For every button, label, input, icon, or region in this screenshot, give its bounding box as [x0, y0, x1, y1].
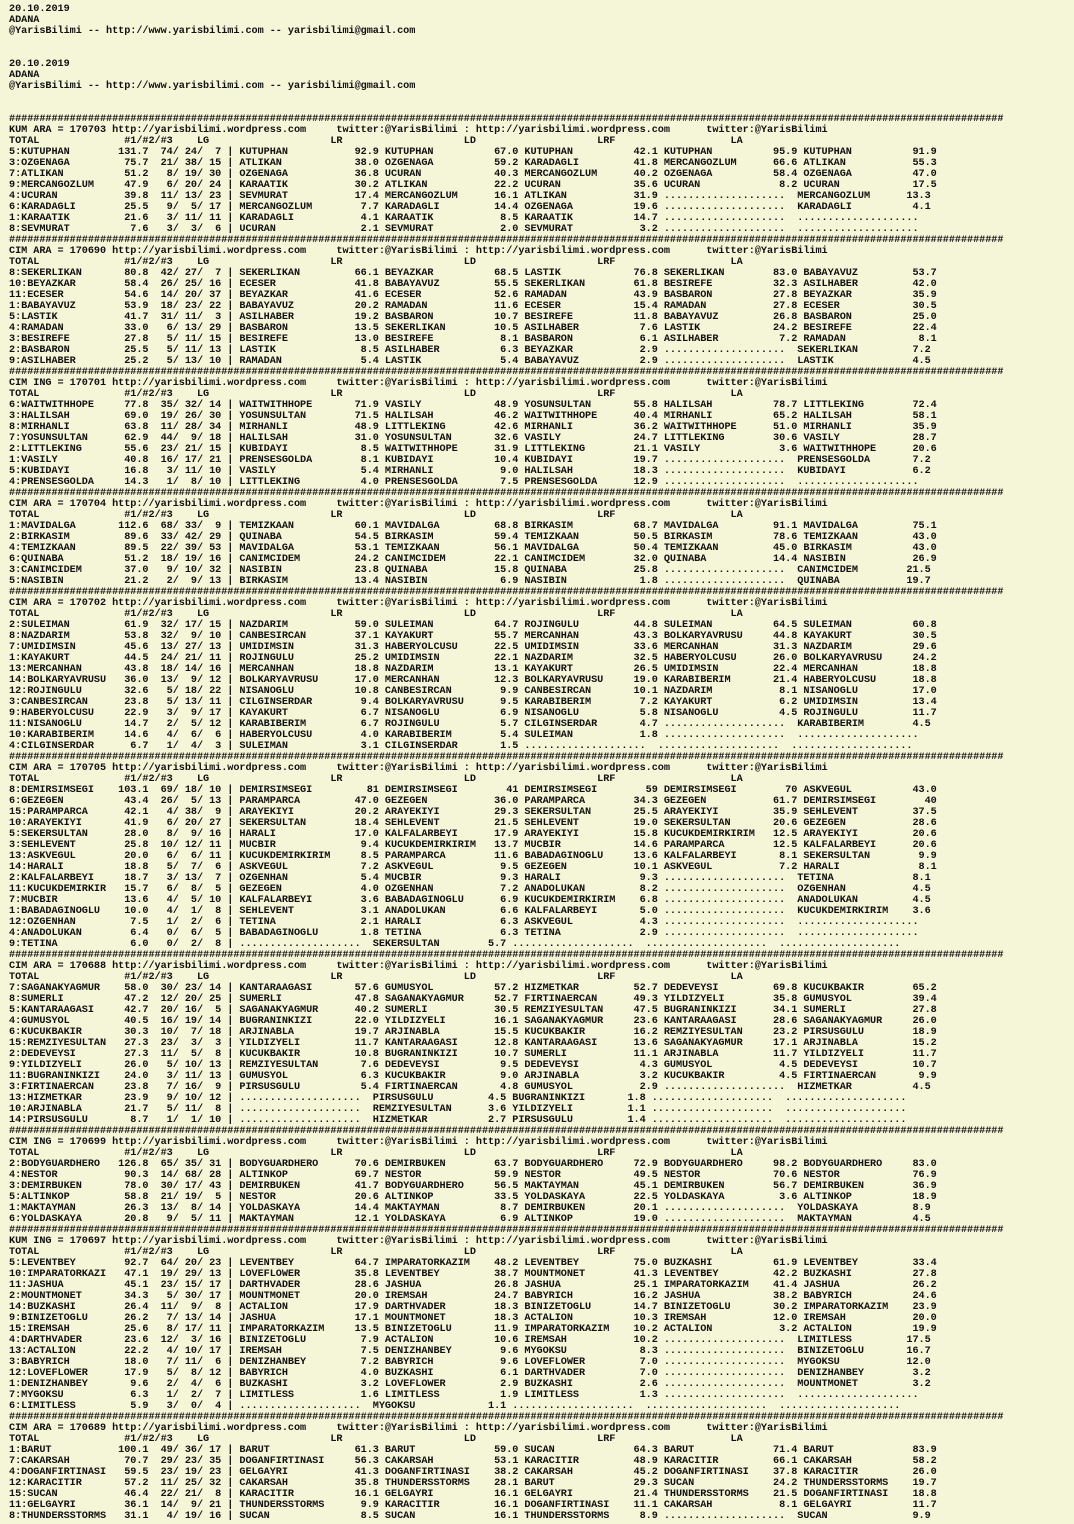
separator-line: #################################################################################################################################################################### — [9, 587, 1004, 598]
table-row: 2:BODYGUARDHERO 126.8 65/ 35/ 31 | BODYGUARDHERO 70.6 DEMIRBUKEN 63.7 BODYGUARDHERO 72.9 BODYGUARDHERO 98.2 BODYGUARDHERO 83.0 — [9, 1159, 937, 1170]
table-row: 8:NAZDARIM 53.8 32/ 9/ 10 | CANBESIRCAN 37.1 KAYAKURT 55.7 MERCANHAN 43.3 BOLKARYAVRUSU 44.8 KAYAKURT 30.5 — [9, 631, 937, 642]
table-row: 4:UCURAN 39.8 11/ 13/ 23 | SEVMURAT 17.4 MERCANGOZLUM 16.1 ATLIKAN 31.9 .................... MERCANGOZLUM 13.3 — [9, 191, 931, 202]
table-row: 10:BEYAZKAR 58.4 26/ 25/ 16 | ECESER 41.8 BABAYAVUZ 55.5 SEKERLIKAN 61.8 BESIREFE 32.3 ASILHABER 42.0 — [9, 279, 937, 290]
separator-line: #################################################################################################################################################################### — [9, 1126, 1004, 1137]
table-row: 13:ACTALION 22.2 4/ 10/ 17 | IREMSAH 7.5 DENIZHANBEY 9.6 MYGOKSU 8.3 .................... BINIZETOGLU 16.7 — [9, 1346, 931, 1357]
table-row: 15:SUCAN 46.4 22/ 21/ 8 | KARACITIR 16.1 GELGAYRI 16.1 GELGAYRI 21.4 THUNDERSSTORMS 21.5 DOGANFIRTINASI 18.8 — [9, 1489, 937, 1500]
table-row: 13:ASKVEGUL 20.0 6/ 6/ 11 | KUCUKDEMIRKIRIM 8.5 PARAMPARCA 11.6 BABADAGINOGLU 13.6 KALFALARBEYI 8.1 SEKERSULTAN 9.9 — [9, 851, 937, 862]
table-row: 4:NESTOR 90.3 14/ 68/ 28 | ALTINKOP 69.7 NESTOR 59.9 NESTOR 49.5 NESTOR 70.6 NESTOR 76.9 — [9, 1170, 937, 1181]
table-row: 5:KUTUPHAN 131.7 74/ 24/ 7 | KUTUPHAN 92.9 KUTUPHAN 67.0 KUTUPHAN 42.1 KUTUPHAN 95.9 KUTUPHAN 91.9 — [9, 147, 937, 158]
table-row: 1:KAYAKURT 44.5 24/ 21/ 11 | ROJINGULU 25.2 UMIDIMSIN 22.1 NAZDARIM 32.5 HABERYOLCUSU 26.0 BOLKARYAVRUSU 24.2 — [9, 653, 937, 664]
table-row: 5:SEKERSULTAN 28.0 8/ 9/ 16 | HARALI 17.0 KALFALARBEYI 17.9 ARAYEKIYI 15.8 KUCUKDEMIRKIRIM 12.5 ARAYEKIYI 20.6 — [9, 829, 937, 840]
table-row: 3:BABYRICH 18.0 7/ 11/ 6 | DENIZHANBEY 7.2 BABYRICH 9.6 LOVEFLOWER 7.0 .................... MYGOKSU 12.0 — [9, 1357, 931, 1368]
table-row: 7:SAGANAKYAGMUR 58.0 30/ 23/ 14 | KANTARAAGASI 57.6 GUMUSYOL 57.2 HIZMETKAR 52.7 DEDEVEYSI 69.8 KUCUKBAKIR 65.2 — [9, 983, 937, 994]
table-row: 12:ROJINGULU 32.6 5/ 18/ 22 | NISANOGLU 10.8 CANBESIRCAN 9.9 CANBESIRCAN 10.1 NAZDARIM 8.1 NISANOGLU 17.0 — [9, 686, 937, 697]
table-row: 5:NASIBIN 21.2 2/ 9/ 13 | BIRKASIM 13.4 NASIBIN 6.9 NASIBIN 1.8 .................... QUINABA 19.7 — [9, 576, 931, 587]
table-row: 8:DEMIRSIMSEGI 103.1 69/ 18/ 10 | DEMIRSIMSEGI 81 DEMIRSIMSEGI 41 DEMIRSIMSEGI 59 DEMIRSIMSEGI 70 ASKVEGUL 43.0 — [9, 785, 937, 796]
table-row: 10:KARABIBERIM 14.6 4/ 6/ 6 | HABERYOLCUSU 4.0 KARABIBERIM 5.4 SULEIMAN 1.8 .................... .................... — [9, 730, 919, 741]
table-row: 8:MIRHANLI 63.8 11/ 28/ 34 | MIRHANLI 48.9 LITTLEKING 42.6 MIRHANLI 36.2 WAITWITHHOPE 51.0 MIRHANLI 35.9 — [9, 422, 937, 433]
table-row: 7:ATLIKAN 51.2 8/ 19/ 30 | OZGENAGA 36.8 UCURAN 40.3 MERCANGOZLUM 40.2 OZGENAGA 58.4 OZGENAGA 47.0 — [9, 169, 937, 180]
report-line — [9, 48, 1074, 59]
table-row: 5:LEVENTBEY 92.7 64/ 20/ 23 | LEVENTBEY 64.7 IMPARATORKAZIM 48.2 LEVENTBEY 75.0 BUZKASHI 61.9 LEVENTBEY 33.4 — [9, 1258, 937, 1269]
table-row: 10:IMPARATORKAZI 47.1 19/ 29/ 13 | LOVEFLOWER 35.8 LEVENTBEY 38.7 MOUNTMONET 41.3 LEVENTBEY 42.2 BUZKASHI 27.8 — [9, 1269, 937, 1280]
table-row: 8:SEKERLIKAN 80.8 42/ 27/ 7 | SEKERLIKAN 66.1 BEYAZKAR 68.5 LASTIK 76.8 SEKERLIKAN 83.0 BABAYAVUZ 53.7 — [9, 268, 937, 279]
separator-line: #################################################################################################################################################################### — [9, 367, 1004, 378]
race-header: CIM ARA = 170689 http://yarisbilimi.wordpress.com twitter:@YarisBilimi : http://yarisbilimi.wordpress.com twitter:@YarisBilimi — [9, 1423, 828, 1434]
table-row: 9:ASILHABER 25.2 5/ 13/ 10 | RAMADAN 5.4 LASTIK 5.4 BABAYAVUZ 2.9 .................... LASTIK 4.5 — [9, 356, 931, 367]
table-row: 3:BESIREFE 27.8 5/ 11/ 15 | BESIREFE 13.0 BESIREFE 8.1 BASBARON 6.1 ASILHABER 7.2 RAMADAN 8.1 — [9, 334, 937, 345]
column-header: TOTAL #1/#2/#3 LG LR LD LRF LA — [9, 389, 743, 400]
race-header: KUM ING = 170697 http://yarisbilimi.wordpress.com twitter:@YarisBilimi : http://yarisbilimi.wordpress.com twitter:@YarisBilimi — [9, 1236, 828, 1247]
report-line — [9, 92, 1074, 103]
column-header: TOTAL #1/#2/#3 LG LR LD LRF LA — [9, 774, 743, 785]
table-row: 3:CANBESIRCAN 23.8 5/ 13/ 11 | CILGINSERDAR 9.4 BOLKARYAVRUSU 9.5 KARABIBERIM 7.2 KAYAKURT 6.2 UMIDIMSIN 13.4 — [9, 697, 937, 708]
table-row: 15:IREMSAH 25.6 8/ 17/ 11 | IMPARATORKAZIM 13.5 BINIZETOGLU 11.9 IMPARATORKAZIM 10.2 ACTALION 3.2 ACTALION 19.9 — [9, 1324, 937, 1335]
report-line: 20.10.2019 — [9, 4, 70, 15]
table-row: 11:BUGRANINKIZI 24.0 3/ 11/ 13 | GUMUSYOL 6.3 KUCUKBAKIR 9.0 ARJINABLA 3.2 KUCUKBAKIR 4.5 FIRTINAERCAN 9.9 — [9, 1071, 937, 1082]
separator-line: #################################################################################################################################################################### — [9, 235, 1004, 246]
report-line: ADANA — [9, 70, 40, 81]
table-row: 5:ALTINKOP 58.8 21/ 19/ 5 | NESTOR 20.6 ALTINKOP 33.5 YOLDASKAYA 22.5 YOLDASKAYA 3.6 ALTINKOP 18.9 — [9, 1192, 937, 1203]
table-row: 3:OZGENAGA 75.7 21/ 38/ 15 | ATLIKAN 38.0 OZGENAGA 59.2 KARADAGLI 41.8 MERCANGOZLUM 66.6 ATLIKAN 55.3 — [9, 158, 937, 169]
table-row: 9:YILDIZYELI 26.0 5/ 10/ 13 | REMZIYESULTAN 7.6 DEDEVEYSI 9.5 DEDEVEYSI 4.3 GUMUSYOL 4.5 DEDEVEYSI 10.7 — [9, 1060, 937, 1071]
table-row: 7:UMIDIMSIN 45.6 13/ 27/ 13 | UMIDIMSIN 31.3 HABERYOLCUSU 22.5 UMIDIMSIN 33.6 MERCANHAN 31.3 NAZDARIM 29.6 — [9, 642, 937, 653]
table-row: 14:BOLKARYAVRUSU 36.0 13/ 9/ 12 | BOLKARYAVRUSU 17.0 MERCANHAN 12.3 BOLKARYAVRUSU 19.0 KARABIBERIM 21.4 HABERYOLCUSU 18.8 — [9, 675, 937, 686]
table-row: 1:DENIZHANBEY 9.6 2/ 4/ 6 | BUZKASHI 3.2 LOVEFLOWER 2.9 BUZKASHI 2.6 .................... MOUNTMONET 3.2 — [9, 1379, 931, 1390]
table-row: 9:BINIZETOGLU 26.2 7/ 13/ 14 | JASHUA 17.1 MOUNTMONET 18.3 ACTALION 10.3 IREMSAH 12.0 IREMSAH 20.0 — [9, 1313, 937, 1324]
table-row: 2:DEDEVEYSI 27.3 11/ 5/ 8 | KUCUKBAKIR 10.8 BUGRANINKIZI 10.7 SUMERLI 11.1 ARJINABLA 11.7 YILDIZYELI 11.7 — [9, 1049, 937, 1060]
race-header: CIM ING = 170699 http://yarisbilimi.wordpress.com twitter:@YarisBilimi : http://yarisbilimi.wordpress.com twitter:@YarisBilimi — [9, 1137, 828, 1148]
table-row: 6:KUCUKBAKIR 30.3 10/ 7/ 18 | ARJINABLA 19.7 ARJINABLA 15.5 KUCUKBAKIR 16.2 REMZIYESULTAN 23.2 PIRSUSGULU 18.9 — [9, 1027, 937, 1038]
table-row: 1:KARAATIK 21.6 3/ 11/ 11 | KARADAGLI 4.1 KARAATIK 8.5 KARAATIK 14.7 .................... .................... — [9, 213, 919, 224]
race-header: CIM ARA = 170705 http://yarisbilimi.wordpress.com twitter:@YarisBilimi : http://yarisbilimi.wordpress.com twitter:@YarisBilimi — [9, 763, 828, 774]
table-row: 3:HALILSAH 69.0 19/ 26/ 30 | YOSUNSULTAN 71.5 HALILSAH 46.2 WAITWITHHOPE 40.4 MIRHANLI 65.2 HALILSAH 58.1 — [9, 411, 937, 422]
table-row: 2:BASBARON 25.5 5/ 11/ 13 | LASTIK 8.5 ASILHABER 6.3 BEYAZKAR 2.9 .................... SEKERLIKAN 7.2 — [9, 345, 931, 356]
table-row: 1:BARUT 100.1 49/ 36/ 17 | BARUT 61.3 BARUT 59.0 SUCAN 64.3 BARUT 71.4 BARUT 83.9 — [9, 1445, 937, 1456]
column-header: TOTAL #1/#2/#3 LG LR LD LRF LA — [9, 510, 743, 521]
column-header: TOTAL #1/#2/#3 LG LR LD LRF LA — [9, 1148, 743, 1159]
column-header: TOTAL #1/#2/#3 LG LR LD LRF LA — [9, 1247, 743, 1258]
table-row: 2:LITTLEKING 55.6 23/ 21/ 15 | KUBIDAYI 8.5 WAITWITHHOPE 31.9 LITTLEKING 21.1 VASILY 3.6 WAITWITHHOPE 20.6 — [9, 444, 937, 455]
table-row: 2:BIRKASIM 89.6 33/ 42/ 29 | QUINABA 54.5 BIRKASIM 59.4 TEMIZKAAN 50.5 BIRKASIM 78.6 TEMIZKAAN 43.0 — [9, 532, 937, 543]
report-line — [9, 103, 1074, 114]
table-row: 6:GEZEGEN 43.4 26/ 5/ 13 | PARAMPARCA 47.0 GEZEGEN 36.0 PARAMPARCA 34.3 GEZEGEN 61.7 DEMIRSIMSEGI 40 — [9, 796, 937, 807]
table-row: 1:VASILY 40.8 16/ 17/ 21 | PRENSESGOLDA 8.1 KUBIDAYI 10.4 KUBIDAYI 19.7 .................... PRENSESGOLDA 7.2 — [9, 455, 931, 466]
race-header: CIM ARA = 170688 http://yarisbilimi.wordpress.com twitter:@YarisBilimi : http://yarisbilimi.wordpress.com twitter:@YarisBilimi — [9, 961, 828, 972]
table-row: 3:FIRTINAERCAN 23.8 7/ 16/ 9 | PIRSUSGULU 5.4 FIRTINAERCAN 4.8 GUMUSYOL 2.9 .................... HIZMETKAR 4.5 — [9, 1082, 931, 1093]
race-header: CIM ARA = 170702 http://yarisbilimi.wordpress.com twitter:@YarisBilimi : http://yarisbilimi.wordpress.com twitter:@YarisBilimi — [9, 598, 828, 609]
table-row: 6:LIMITLESS 5.9 3/ 0/ 4 | .................... MYGOKSU 1.1 .................... .................... .................... — [9, 1401, 901, 1412]
table-row: 4:ANADOLUKAN 6.4 0/ 6/ 5 | BABADAGINOGLU 1.8 TETINA 6.3 TETINA 2.9 .................... .................... — [9, 928, 919, 939]
separator-line: #################################################################################################################################################################### — [9, 1412, 1004, 1423]
table-row: 11:KUCUKDEMIRKIR 15.7 6/ 8/ 5 | GEZEGEN 4.0 OZGENHAN 7.2 ANADOLUKAN 8.2 .................... OZGENHAN 4.5 — [9, 884, 931, 895]
column-header: TOTAL #1/#2/#3 LG LR LD LRF LA — [9, 136, 743, 147]
table-row: 1:BABADAGINOGLU 10.0 4/ 1/ 8 | SEHLEVENT 3.1 ANADOLUKAN 6.6 KALFALARBEYI 5.0 .................... KUCUKDEMIRKIRIM 3.6 — [9, 906, 931, 917]
column-header: TOTAL #1/#2/#3 LG LR LD LRF LA — [9, 609, 743, 620]
report-line — [9, 37, 1074, 48]
table-row: 3:SEHLEVENT 25.8 10/ 12/ 11 | MUCBIR 9.4 KUCUKDEMIRKIRIM 13.7 MUCBIR 14.6 PARAMPARCA 12.5 KALFALARBEYI 20.6 — [9, 840, 937, 851]
table-row: 13:MERCANHAN 43.8 18/ 14/ 16 | MERCANHAN 18.8 NAZDARIM 13.1 KAYAKURT 26.5 UMIDIMSIN 22.4 MERCANHAN 18.8 — [9, 664, 937, 675]
race-header: CIM ING = 170701 http://yarisbilimi.wordpress.com twitter:@YarisBilimi : http://yarisbilimi.wordpress.com twitter:@YarisBilimi — [9, 378, 828, 389]
table-row: 12:LOVEFLOWER 17.9 5/ 8/ 12 | BABYRICH 4.0 BUZKASHI 6.1 DARTHVADER 7.0 .................... DENIZHANBEY 3.2 — [9, 1368, 931, 1379]
table-row: 13:HIZMETKAR 23.9 9/ 10/ 12 | .................... PIRSUSGULU 4.5 BUGRANINKIZI 1.8 .................... .................... — [9, 1093, 907, 1104]
table-row: 1:MAVIDALGA 112.6 68/ 33/ 9 | TEMIZKAAN 60.1 MAVIDALGA 68.8 BIRKASIM 68.7 MAVIDALGA 91.1 MAVIDALGA 75.1 — [9, 521, 937, 532]
separator-line: #################################################################################################################################################################### — [9, 752, 1004, 763]
table-row: 12:OZGENHAN 7.5 1/ 2/ 6 | TETINA 2.1 HARALI 6.3 ASKVEGUL 4.3 .................... .................... — [9, 917, 919, 928]
table-row: 7:CAKARSAH 70.7 29/ 23/ 35 | DOGANFIRTINASI 56.3 CAKARSAH 53.1 KARACITIR 48.9 KARACITIR 66.1 CAKARSAH 58.2 — [9, 1456, 937, 1467]
table-row: 9:TETINA 6.0 0/ 2/ 8 | .................... SEKERSULTAN 5.7 .................... .................... .................... — [9, 939, 901, 950]
table-row: 6:WAITWITHHOPE 77.8 35/ 32/ 14 | WAITWITHHOPE 71.9 VASILY 48.9 YOSUNSULTAN 55.8 HALILSAH 78.7 LITTLEKING 72.4 — [9, 400, 937, 411]
separator-line: #################################################################################################################################################################### — [9, 950, 1004, 961]
table-row: 6:QUINABA 51.2 18/ 19/ 16 | CANIMCIDEM 24.2 CANIMCIDEM 22.1 CANIMCIDEM 32.0 QUINABA 14.4 NASIBIN 26.9 — [9, 554, 937, 565]
table-row: 11:NISANOGLU 14.7 2/ 5/ 12 | KARABIBERIM 6.7 ROJINGULU 5.7 CILGINSERDAR 4.7 .................... KARABIBERIM 4.5 — [9, 719, 931, 730]
column-header: TOTAL #1/#2/#3 LG LR LD LRF LA — [9, 972, 743, 983]
table-row: 3:DEMIRBUKEN 78.0 30/ 17/ 43 | DEMIRBUKEN 41.7 BODYGUARDHERO 56.5 MAKTAYMAN 45.1 DEMIRBUKEN 56.7 DEMIRBUKEN 36.9 — [9, 1181, 937, 1192]
separator-line: #################################################################################################################################################################### — [9, 1225, 1004, 1236]
table-row: 4:CILGINSERDAR 6.7 1/ 4/ 3 | SULEIMAN 3.1 CILGINSERDAR 1.5 .................... .................... .................... — [9, 741, 913, 752]
table-row: 11:ECESER 54.6 14/ 20/ 37 | BEYAZKAR 41.6 ECESER 52.6 RAMADAN 43.9 BASBARON 27.8 BEYAZKAR 35.9 — [9, 290, 937, 301]
table-row: 4:PRENSESGOLDA 14.3 1/ 8/ 10 | LITTLEKING 4.0 PRENSESGOLDA 7.5 PRENSESGOLDA 12.9 .................... .................... — [9, 477, 919, 488]
table-row: 10:ARAYEKIYI 41.9 6/ 20/ 27 | SEKERSULTAN 18.4 SEHLEVENT 21.5 SEHLEVENT 19.0 SEKERSULTAN 20.6 GEZEGEN 28.6 — [9, 818, 937, 829]
table-row: 2:KALFALARBEYI 18.7 3/ 13/ 7 | OZGENHAN 5.4 MUCBIR 9.3 HARALI 9.3 .................... TETINA 8.1 — [9, 873, 931, 884]
table-row: 9:MERCANGOZLUM 47.9 6/ 20/ 24 | KARAATIK 30.2 ATLIKAN 22.2 UCURAN 35.6 UCURAN 8.2 UCURAN 17.5 — [9, 180, 937, 191]
table-row: 12:KARACITIR 57.2 11/ 25/ 32 | CAKARSAH 35.8 THUNDERSSTORMS 28.1 BARUT 29.3 SUCAN 24.2 THUNDERSSTORMS 19.7 — [9, 1478, 937, 1489]
table-row: 8:SEVMURAT 7.6 3/ 3/ 6 | UCURAN 2.1 SEVMURAT 2.0 SEVMURAT 3.2 .................... .................... — [9, 224, 919, 235]
column-header: TOTAL #1/#2/#3 LG LR LD LRF LA — [9, 1434, 743, 1445]
table-row: 15:REMZIYESULTAN 27.3 23/ 3/ 3 | YILDIZYELI 11.7 KANTARAAGASI 12.8 KANTARAAGASI 13.6 SAGANAKYAGMUR 17.1 ARJINABLA 15.2 — [9, 1038, 937, 1049]
race-header: CIM ARA = 170704 http://yarisbilimi.wordpress.com twitter:@YarisBilimi : http://yarisbilimi.wordpress.com twitter:@YarisBilimi — [9, 499, 828, 510]
table-row: 3:CANIMCIDEM 37.0 9/ 10/ 32 | NASIBIN 23.8 QUINABA 15.8 QUINABA 25.8 .................... CANIMCIDEM 21.5 — [9, 565, 931, 576]
table-row: 1:BABAYAVUZ 53.9 18/ 23/ 22 | BABAYAVUZ 20.2 RAMADAN 11.6 ECESER 15.4 RAMADAN 27.8 ECESER 30.5 — [9, 301, 937, 312]
table-row: 4:RAMADAN 33.0 6/ 13/ 29 | BASBARON 13.5 SEKERLIKAN 10.5 ASILHABER 7.6 LASTIK 24.2 BESIREFE 22.4 — [9, 323, 937, 334]
table-row: 7:MUCBIR 13.6 4/ 5/ 10 | KALFALARBEYI 3.6 BABADAGINOGLU 6.9 KUCUKDEMIRKIRIM 6.8 .................... ANADOLUKAN 4.5 — [9, 895, 931, 906]
race-header: KUM ARA = 170703 http://yarisbilimi.wordpress.com twitter:@YarisBilimi : http://yarisbilimi.wordpress.com twitter:@YarisBilimi — [9, 125, 828, 136]
table-row: 6:YOLDASKAYA 20.8 9/ 5/ 11 | MAKTAYMAN 12.1 YOLDASKAYA 6.9 ALTINKOP 19.0 .................... MAKTAYMAN 4.5 — [9, 1214, 931, 1225]
table-row: 9:HABERYOLCUSU 22.9 3/ 9/ 17 | KAYAKURT 6.7 NISANOGLU 6.9 NISANOGLU 5.8 NISANOGLU 4.5 ROJINGULU 11.7 — [9, 708, 937, 719]
table-row: 4:GUMUSYOL 40.5 16/ 19/ 14 | BUGRANINKIZI 22.0 YILDIZYELI 16.1 SAGANAKYAGMUR 23.6 KANTARAAGASI 28.6 SAGANAKYAGMUR 26.0 — [9, 1016, 937, 1027]
table-row: 1:MAKTAYMAN 26.3 13/ 8/ 14 | YOLDASKAYA 14.4 MAKTAYMAN 8.7 DEMIRBUKEN 20.1 .................... YOLDASKAYA 8.9 — [9, 1203, 931, 1214]
table-row: 14:HARALI 18.8 5/ 7/ 6 | ASKVEGUL 7.2 ASKVEGUL 9.5 GEZEGEN 10.1 ASKVEGUL 7.2 HARALI 8.1 — [9, 862, 937, 873]
table-row: 7:YOSUNSULTAN 62.9 44/ 9/ 18 | HALILSAH 31.0 YOSUNSULTAN 32.6 VASILY 24.7 LITTLEKING 30.6 VASILY 28.7 — [9, 433, 937, 444]
table-row: 10:ARJINABLA 21.7 5/ 11/ 8 | .................... REMZIYESULTAN 3.6 YILDIZYELI 1.1 .................... .................... — [9, 1104, 907, 1115]
table-row: 8:THUNDERSSTORMS 31.1 4/ 19/ 16 | SUCAN 8.5 SUCAN 16.1 THUNDERSSTORMS 8.9 .................... SUCAN 9.9 — [9, 1511, 931, 1522]
table-row: 15:PARAMPARCA 42.1 4/ 38/ 9 | ARAYEKIYI 20.2 ARAYEKIYI 29.3 SEKERSULTAN 25.5 ARAYEKIYI 35.9 SEHLEVENT 37.5 — [9, 807, 937, 818]
separator-line: #################################################################################################################################################################### — [9, 114, 1004, 125]
table-row: 2:MOUNTMONET 34.3 5/ 30/ 17 | MOUNTMONET 20.0 IREMSAH 24.7 BABYRICH 16.2 JASHUA 38.2 BABYRICH 24.6 — [9, 1291, 937, 1302]
table-row: 5:KUBIDAYI 16.8 3/ 11/ 10 | VASILY 5.4 MIRHANLI 9.0 HALILSAH 18.3 .................... KUBIDAYI 6.2 — [9, 466, 931, 477]
table-row: 14:PIRSUSGULU 8.7 1/ 1/ 10 | .................... HIZMETKAR 2.7 PIRSUSGULU 1.4 .................... .................... — [9, 1115, 907, 1126]
report-line: ADANA — [9, 15, 40, 26]
table-row: 14:BUZKASHI 26.4 11/ 9/ 8 | ACTALION 17.9 DARTHVADER 18.3 BINIZETOGLU 14.7 BINIZETOGLU 30.2 IMPARATORKAZIM 23.9 — [9, 1302, 937, 1313]
table-row: 4:TEMIZKAAN 89.5 22/ 39/ 53 | MAVIDALGA 53.1 TEMIZKAAN 56.1 MAVIDALGA 50.4 TEMIZKAAN 45.0 BIRKASIM 43.0 — [9, 543, 937, 554]
table-row: 4:DARTHVADER 23.6 12/ 3/ 16 | BINIZETOGLU 7.9 ACTALION 10.6 IREMSAH 10.2 .................... LIMITLESS 17.5 — [9, 1335, 931, 1346]
table-row: 4:DOGANFIRTINASI 59.5 23/ 19/ 23 | GELGAYRI 41.3 DOGANFIRTINASI 38.2 CAKARSAH 45.2 DOGANFIRTINASI 37.8 KARACITIR 26.0 — [9, 1467, 937, 1478]
report-line: @YarisBilimi -- http://www.yarisbilimi.com -- yarisbilimi@gmail.com — [9, 81, 416, 92]
separator-line: #################################################################################################################################################################### — [9, 488, 1004, 499]
table-row: 7:MYGOKSU 6.3 1/ 2/ 7 | LIMITLESS 1.6 LIMITLESS 1.9 LIMITLESS 1.3 .................... .................... — [9, 1390, 919, 1401]
table-row: 11:JASHUA 45.1 23/ 15/ 17 | DARTHVADER 28.6 JASHUA 26.8 JASHUA 25.1 IMPARATORKAZIM 41.4 JASHUA 26.2 — [9, 1280, 937, 1291]
table-row: 5:LASTIK 41.7 31/ 11/ 3 | ASILHABER 19.2 BASBARON 10.7 BESIREFE 11.8 BABAYAVUZ 26.8 BASBARON 25.0 — [9, 312, 937, 323]
table-row: 11:GELGAYRI 36.1 14/ 9/ 21 | THUNDERSSTORMS 9.9 KARACITIR 16.1 DOGANFIRTINASI 11.1 CAKARSAH 8.1 GELGAYRI 11.7 — [9, 1500, 937, 1511]
column-header: TOTAL #1/#2/#3 LG LR LD LRF LA — [9, 257, 743, 268]
table-row: 5:KANTARAAGASI 42.7 20/ 16/ 5 | SAGANAKYAGMUR 40.2 SUMERLI 30.5 REMZIYESULTAN 47.5 BUGRANINKIZI 34.1 SUMERLI 27.8 — [9, 1005, 937, 1016]
table-row: 6:KARADAGLI 25.5 9/ 5/ 17 | MERCANGOZLUM 7.7 KARADAGLI 14.4 OZGENAGA 19.6 .................... KARADAGLI 4.1 — [9, 202, 931, 213]
report-line: 20.10.2019 — [9, 59, 70, 70]
report-line: @YarisBilimi -- http://www.yarisbilimi.com -- yarisbilimi@gmail.com — [9, 26, 416, 37]
race-header: CIM ARA = 170690 http://yarisbilimi.wordpress.com twitter:@YarisBilimi : http://yarisbilimi.wordpress.com twitter:@YarisBilimi — [9, 246, 828, 257]
table-row: 2:SULEIMAN 61.9 32/ 17/ 15 | NAZDARIM 59.0 SULEIMAN 64.7 ROJINGULU 44.8 SULEIMAN 64.5 SULEIMAN 60.8 — [9, 620, 937, 631]
table-row: 8:SUMERLI 47.2 12/ 20/ 25 | SUMERLI 47.8 SAGANAKYAGMUR 52.7 FIRTINAERCAN 49.3 YILDIZYELI 35.8 GUMUSYOL 39.4 — [9, 994, 937, 1005]
